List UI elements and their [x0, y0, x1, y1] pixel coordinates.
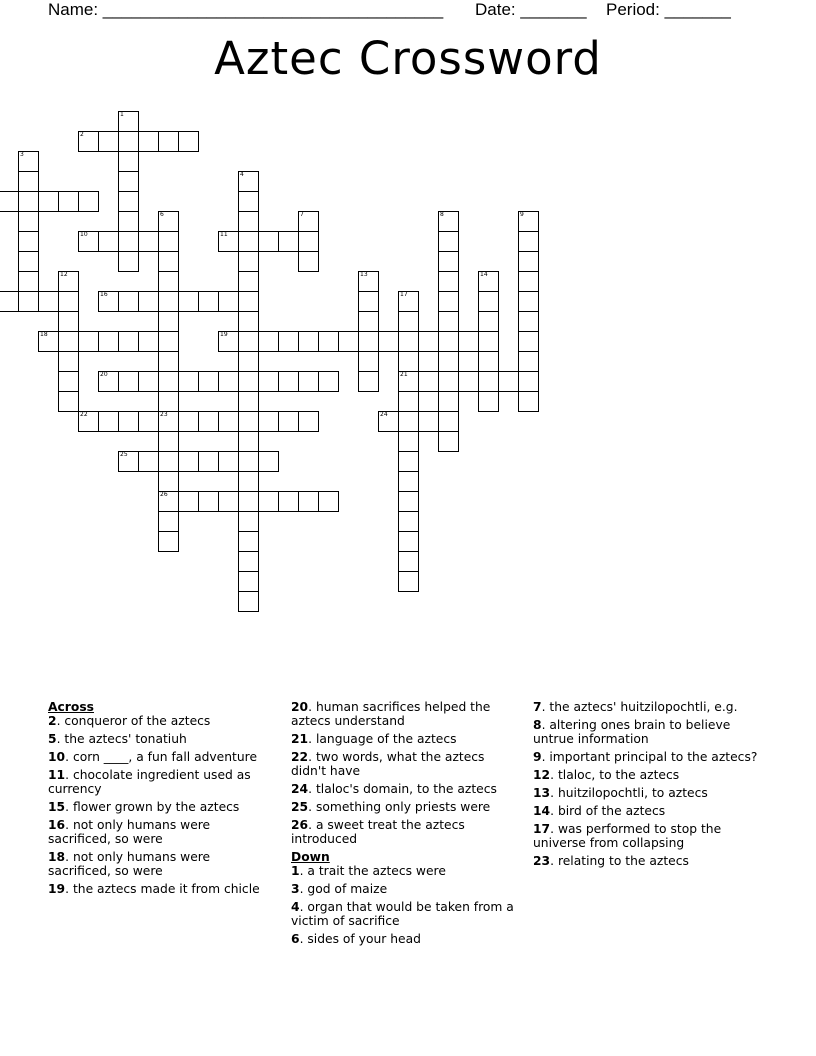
grid-cell[interactable]: [438, 311, 459, 332]
grid-cell[interactable]: [438, 371, 459, 392]
clue-item: 23. relating to the aztecs: [533, 854, 689, 868]
grid-cell[interactable]: [238, 331, 259, 352]
clue-text: god of maize: [307, 882, 388, 896]
clue-text: not only humans were sacrificed, so were: [48, 850, 211, 878]
clue-number: 22: [291, 750, 309, 764]
clue-item: 14. bird of the aztecs: [533, 804, 666, 818]
grid-cell[interactable]: [158, 131, 179, 152]
grid-cell[interactable]: [298, 331, 319, 352]
grid-cell[interactable]: [478, 351, 499, 372]
clue-text: something only priests were: [315, 800, 491, 814]
grid-cell[interactable]: [78, 191, 99, 212]
period-field[interactable]: Period: _______: [606, 0, 731, 19]
grid-cell[interactable]: [178, 411, 199, 432]
clue-text: tlaloc's domain, to the aztecs: [315, 782, 497, 796]
grid-cell[interactable]: [178, 491, 199, 512]
grid-cell[interactable]: [138, 231, 159, 252]
grid-cell[interactable]: [118, 231, 139, 252]
grid-cell[interactable]: [18, 231, 39, 252]
grid-clue-number: 14: [480, 271, 488, 278]
clue-item: 21. language of the aztecs: [291, 732, 457, 746]
grid-cell[interactable]: [38, 191, 59, 212]
grid-cell[interactable]: [118, 411, 139, 432]
grid-cell[interactable]: [158, 531, 179, 552]
clue-item: 19. the aztecs made it from chicle: [48, 882, 260, 896]
grid-clue-number: 9: [520, 211, 524, 218]
clue-number: 15: [48, 800, 66, 814]
grid-cell[interactable]: [78, 331, 99, 352]
down-clue-list: [291, 864, 516, 946]
clue-text: huitzilopochtli, to aztecs: [557, 786, 708, 800]
grid-cell[interactable]: [118, 211, 139, 232]
grid-clue-number: 10: [80, 231, 88, 238]
grid-cell[interactable]: [398, 311, 419, 332]
grid-cell[interactable]: [238, 431, 259, 452]
grid-cell[interactable]: [18, 191, 39, 212]
clue-number: 19: [48, 882, 66, 896]
clue-number: 3: [291, 882, 300, 896]
clue-item: 16. not only humans were sacrificed, so were: [48, 818, 211, 846]
clue-item: 20. human sacrifices helped the aztecs understand: [291, 700, 491, 728]
clue-number: 17: [533, 822, 551, 836]
grid-cell[interactable]: [398, 491, 419, 512]
grid-cell[interactable]: [218, 451, 239, 472]
grid-cell[interactable]: [298, 371, 319, 392]
grid-cell[interactable]: [258, 411, 279, 432]
grid-clue-number: 23: [160, 411, 168, 418]
grid-cell[interactable]: [18, 271, 39, 292]
clue-text: a trait the aztecs were: [307, 864, 446, 878]
grid-cell[interactable]: [238, 411, 259, 432]
clue-item: 18. not only humans were sacrificed, so were: [48, 850, 211, 878]
grid-cell[interactable]: [278, 231, 299, 252]
grid-cell[interactable]: [158, 471, 179, 492]
grid-cell[interactable]: [238, 451, 259, 472]
clue-item: 4. organ that would be taken from a victim of sacrifice: [291, 900, 514, 928]
grid-clue-number: 6: [160, 211, 164, 218]
clue-item: 3. god of maize: [291, 882, 388, 896]
grid-cell[interactable]: [318, 371, 339, 392]
grid-cell[interactable]: [518, 351, 539, 372]
grid-cell[interactable]: [138, 291, 159, 312]
grid-cell[interactable]: [18, 171, 39, 192]
clue-number: 25: [291, 800, 309, 814]
clue-item: 9. important principal to the aztecs?: [533, 750, 758, 764]
grid-cell[interactable]: [438, 271, 459, 292]
grid-cell[interactable]: [118, 191, 139, 212]
clue-number: 20: [291, 700, 309, 714]
grid-cell[interactable]: [438, 351, 459, 372]
grid-clue-number: 20: [100, 371, 108, 378]
grid-cell[interactable]: [98, 331, 119, 352]
grid-clue-number: 13: [360, 271, 368, 278]
grid-cell[interactable]: [518, 231, 539, 252]
grid-cell[interactable]: [518, 291, 539, 312]
grid-clue-number: 17: [400, 291, 408, 298]
grid-clue-number: 16: [100, 291, 108, 298]
clue-text: the aztecs' huitzilopochtli, e.g.: [549, 700, 738, 714]
clue-number: 12: [533, 768, 551, 782]
clue-text: flower grown by the aztecs: [72, 800, 240, 814]
grid-cell[interactable]: [18, 211, 39, 232]
grid-cell[interactable]: [18, 251, 39, 272]
grid-cell[interactable]: [258, 371, 279, 392]
grid-cell[interactable]: [218, 411, 239, 432]
clue-number: 21: [291, 732, 309, 746]
clue-text: conqueror of the aztecs: [64, 714, 211, 728]
grid-cell[interactable]: [238, 531, 259, 552]
grid-cell[interactable]: [398, 511, 419, 532]
grid-cell[interactable]: [158, 251, 179, 272]
clue-item: 11. chocolate ingredient used as currency: [48, 768, 251, 796]
grid-clue-number: 21: [400, 371, 408, 378]
grid-cell[interactable]: [398, 431, 419, 452]
grid-cell[interactable]: [478, 391, 499, 412]
grid-cell[interactable]: [238, 231, 259, 252]
grid-cell[interactable]: [218, 491, 239, 512]
grid-cell[interactable]: [438, 411, 459, 432]
down-heading: Down: [291, 850, 330, 864]
clue-number: 6: [291, 932, 300, 946]
clue-item: 7. the aztecs' huitzilopochtli, e.g.: [533, 700, 738, 714]
grid-cell[interactable]: [418, 371, 439, 392]
clue-number: 26: [291, 818, 309, 832]
grid-cell[interactable]: [198, 491, 219, 512]
grid-cell[interactable]: [18, 291, 39, 312]
clue-number: 1: [291, 864, 300, 878]
grid-cell[interactable]: [178, 291, 199, 312]
clue-item: 15. flower grown by the aztecs: [48, 800, 240, 814]
grid-cell[interactable]: [238, 591, 259, 612]
grid-cell[interactable]: [58, 191, 79, 212]
grid-cell[interactable]: [218, 371, 239, 392]
grid-cell[interactable]: [278, 371, 299, 392]
grid-cell[interactable]: [358, 291, 379, 312]
grid-cell[interactable]: [238, 251, 259, 272]
grid-cell[interactable]: [438, 291, 459, 312]
clue-number: 10: [48, 750, 66, 764]
grid-cell[interactable]: [178, 131, 199, 152]
clue-item: 24. tlaloc's domain, to the aztecs: [291, 782, 497, 796]
grid-cell[interactable]: [318, 491, 339, 512]
page-title: Aztec Crossword: [214, 32, 602, 85]
grid-cell[interactable]: [278, 411, 299, 432]
grid-cell[interactable]: [118, 291, 139, 312]
grid-cell[interactable]: [398, 571, 419, 592]
clue-number: 4: [291, 900, 300, 914]
grid-cell[interactable]: [458, 331, 479, 352]
grid-cell[interactable]: [218, 291, 239, 312]
clue-text: corn ____, a fun fall adventure: [72, 750, 258, 764]
grid-cell[interactable]: [198, 291, 219, 312]
grid-cell[interactable]: [118, 171, 139, 192]
grid-clue-number: 8: [440, 211, 444, 218]
grid-cell[interactable]: [418, 411, 439, 432]
clue-item: 26. a sweet treat the aztecs introduced: [291, 818, 465, 846]
clue-item: 1. a trait the aztecs were: [291, 864, 446, 878]
clue-text: tlaloc, to the aztecs: [557, 768, 680, 782]
grid-cell[interactable]: [138, 131, 159, 152]
clue-item: 22. two words, what the aztecs didn't have: [291, 750, 485, 778]
grid-cell[interactable]: [98, 411, 119, 432]
clue-number: 13: [533, 786, 551, 800]
grid-cell[interactable]: [58, 351, 79, 372]
grid-cell[interactable]: [198, 371, 219, 392]
grid-cell[interactable]: [438, 391, 459, 412]
clue-text: the aztecs made it from chicle: [72, 882, 260, 896]
grid-clue-number: 3: [20, 151, 24, 158]
grid-cell[interactable]: [158, 431, 179, 452]
grid-cell[interactable]: [258, 491, 279, 512]
grid-cell[interactable]: [318, 331, 339, 352]
clue-text: two words, what the aztecs didn't have: [291, 750, 485, 778]
grid-cell[interactable]: [298, 491, 319, 512]
clue-text: organ that would be taken from a victim of sacrifice: [291, 900, 514, 928]
grid-clue-number: 2: [80, 131, 84, 138]
grid-cell[interactable]: [358, 331, 379, 352]
grid-cell[interactable]: [278, 491, 299, 512]
grid-cell[interactable]: [138, 411, 159, 432]
grid-cell[interactable]: [118, 331, 139, 352]
grid-cell[interactable]: [478, 311, 499, 332]
grid-cell[interactable]: [58, 371, 79, 392]
grid-cell[interactable]: [158, 271, 179, 292]
grid-cell[interactable]: [158, 451, 179, 472]
grid-cell[interactable]: [358, 371, 379, 392]
clue-number: 5: [48, 732, 57, 746]
grid-cell[interactable]: [198, 411, 219, 432]
grid-cell[interactable]: [238, 571, 259, 592]
clue-item: 8. altering ones brain to believe untrue information: [533, 718, 731, 746]
grid-cell[interactable]: [118, 131, 139, 152]
grid-clue-number: 19: [220, 331, 228, 338]
clue-text: bird of the aztecs: [557, 804, 666, 818]
date-field[interactable]: Date: _______: [475, 0, 587, 19]
grid-cell[interactable]: [238, 211, 259, 232]
grid-cell[interactable]: [398, 531, 419, 552]
clue-text: not only humans were sacrificed, so were: [48, 818, 211, 846]
grid-cell[interactable]: [58, 311, 79, 332]
grid-cell[interactable]: [238, 191, 259, 212]
clue-number: 11: [48, 768, 66, 782]
grid-cell[interactable]: [298, 411, 319, 432]
clue-text: sides of your head: [307, 932, 421, 946]
grid-cell[interactable]: [278, 331, 299, 352]
grid-cell[interactable]: [158, 371, 179, 392]
clue-number: 18: [48, 850, 66, 864]
grid-cell[interactable]: [0, 291, 19, 312]
clue-number: 24: [291, 782, 309, 796]
name-field[interactable]: Name: ____________________________________: [48, 0, 444, 19]
grid-cell[interactable]: [158, 391, 179, 412]
grid-cell[interactable]: [238, 371, 259, 392]
grid-cell[interactable]: [478, 371, 499, 392]
grid-cell[interactable]: [158, 511, 179, 532]
grid-cell[interactable]: [518, 251, 539, 272]
grid-cell[interactable]: [438, 251, 459, 272]
grid-cell[interactable]: [458, 371, 479, 392]
grid-clue-number: 18: [40, 331, 48, 338]
across-heading: Across: [48, 700, 94, 714]
grid-cell[interactable]: [398, 411, 419, 432]
grid-cell[interactable]: [158, 231, 179, 252]
clue-text: the aztecs' tonatiuh: [64, 732, 187, 746]
grid-cell[interactable]: [158, 331, 179, 352]
down-clue-list-continued: [533, 700, 758, 868]
grid-cell[interactable]: [398, 351, 419, 372]
grid-cell[interactable]: [238, 511, 259, 532]
grid-clue-number: 1: [120, 111, 124, 118]
clue-number: 8: [533, 718, 542, 732]
clues-column-2: [291, 700, 516, 950]
clue-number: 9: [533, 750, 542, 764]
grid-cell[interactable]: [0, 191, 19, 212]
grid-cell[interactable]: [58, 391, 79, 412]
grid-clue-number: 25: [120, 451, 128, 458]
grid-cell[interactable]: [98, 131, 119, 152]
grid-cell[interactable]: [258, 331, 279, 352]
grid-cell[interactable]: [398, 331, 419, 352]
grid-cell[interactable]: [238, 491, 259, 512]
grid-cell[interactable]: [238, 271, 259, 292]
grid-cell[interactable]: [398, 551, 419, 572]
grid-cell[interactable]: [478, 331, 499, 352]
grid-cell[interactable]: [478, 291, 499, 312]
clue-text: language of the aztecs: [315, 732, 457, 746]
grid-cell[interactable]: [198, 451, 219, 472]
grid-cell[interactable]: [238, 311, 259, 332]
grid-cell[interactable]: [358, 351, 379, 372]
grid-cell[interactable]: [518, 391, 539, 412]
clue-item: 13. huitzilopochtli, to aztecs: [533, 786, 708, 800]
grid-cell[interactable]: [258, 451, 279, 472]
grid-cell[interactable]: [98, 231, 119, 252]
grid-cell[interactable]: [398, 451, 419, 472]
grid-cell[interactable]: [398, 471, 419, 492]
clue-item: 17. was performed to stop the universe from collapsing: [533, 822, 722, 850]
grid-cell[interactable]: [238, 391, 259, 412]
grid-clue-number: 11: [220, 231, 228, 238]
grid-cell[interactable]: [438, 331, 459, 352]
clue-item: 10. corn ____, a fun fall adventure: [48, 750, 258, 764]
grid-clue-number: 22: [80, 411, 88, 418]
grid-cell[interactable]: [158, 351, 179, 372]
across-clue-list: [48, 714, 273, 896]
clue-number: 14: [533, 804, 551, 818]
grid-cell[interactable]: [178, 371, 199, 392]
grid-cell[interactable]: [158, 311, 179, 332]
clues-column-3: [533, 700, 758, 872]
clue-text: important principal to the aztecs?: [549, 750, 758, 764]
clue-text: human sacrifices helped the aztecs understand: [291, 700, 491, 728]
grid-cell[interactable]: [118, 371, 139, 392]
clue-text: relating to the aztecs: [557, 854, 689, 868]
clue-text: chocolate ingredient used as currency: [48, 768, 251, 796]
grid-clue-number: 4: [240, 171, 244, 178]
grid-cell[interactable]: [398, 391, 419, 412]
grid-cell[interactable]: [258, 231, 279, 252]
grid-cell[interactable]: [118, 151, 139, 172]
clue-text: was performed to stop the universe from collapsing: [533, 822, 722, 850]
grid-cell[interactable]: [58, 331, 79, 352]
grid-cell[interactable]: [238, 471, 259, 492]
clue-item: 2. conqueror of the aztecs: [48, 714, 211, 728]
grid-clue-number: 12: [60, 271, 68, 278]
clue-text: altering ones brain to believe untrue information: [533, 718, 731, 746]
grid-cell[interactable]: [118, 251, 139, 272]
grid-cell[interactable]: [518, 371, 539, 392]
clues-column-1: [48, 700, 273, 900]
grid-cell[interactable]: [378, 331, 399, 352]
grid-cell[interactable]: [518, 271, 539, 292]
grid-cell[interactable]: [158, 291, 179, 312]
grid-cell[interactable]: [238, 551, 259, 572]
grid-cell[interactable]: [178, 451, 199, 472]
grid-cell[interactable]: [498, 371, 519, 392]
grid-cell[interactable]: [438, 231, 459, 252]
grid-cell[interactable]: [518, 311, 539, 332]
grid-cell[interactable]: [358, 311, 379, 332]
grid-cell[interactable]: [298, 251, 319, 272]
clue-item: 5. the aztecs' tonatiuh: [48, 732, 187, 746]
grid-cell[interactable]: [138, 371, 159, 392]
grid-cell[interactable]: [38, 291, 59, 312]
grid-cell[interactable]: [418, 331, 439, 352]
grid-clue-number: 24: [380, 411, 388, 418]
clue-number: 7: [533, 700, 542, 714]
clue-number: 2: [48, 714, 57, 728]
grid-cell[interactable]: [138, 331, 159, 352]
grid-cell[interactable]: [338, 331, 359, 352]
clue-text: a sweet treat the aztecs introduced: [291, 818, 465, 846]
grid-cell[interactable]: [438, 431, 459, 452]
clue-number: 23: [533, 854, 551, 868]
grid-cell[interactable]: [238, 351, 259, 372]
grid-cell[interactable]: [238, 291, 259, 312]
grid-cell[interactable]: [58, 291, 79, 312]
across-clue-list-continued: [291, 700, 516, 846]
grid-cell[interactable]: [298, 231, 319, 252]
grid-cell[interactable]: [518, 331, 539, 352]
clue-item: 25. something only priests were: [291, 800, 491, 814]
clue-item: 12. tlaloc, to the aztecs: [533, 768, 680, 782]
clue-item: 6. sides of your head: [291, 932, 421, 946]
grid-clue-number: 26: [160, 491, 168, 498]
clue-number: 16: [48, 818, 66, 832]
grid-cell[interactable]: [138, 451, 159, 472]
grid-clue-number: 7: [300, 211, 304, 218]
